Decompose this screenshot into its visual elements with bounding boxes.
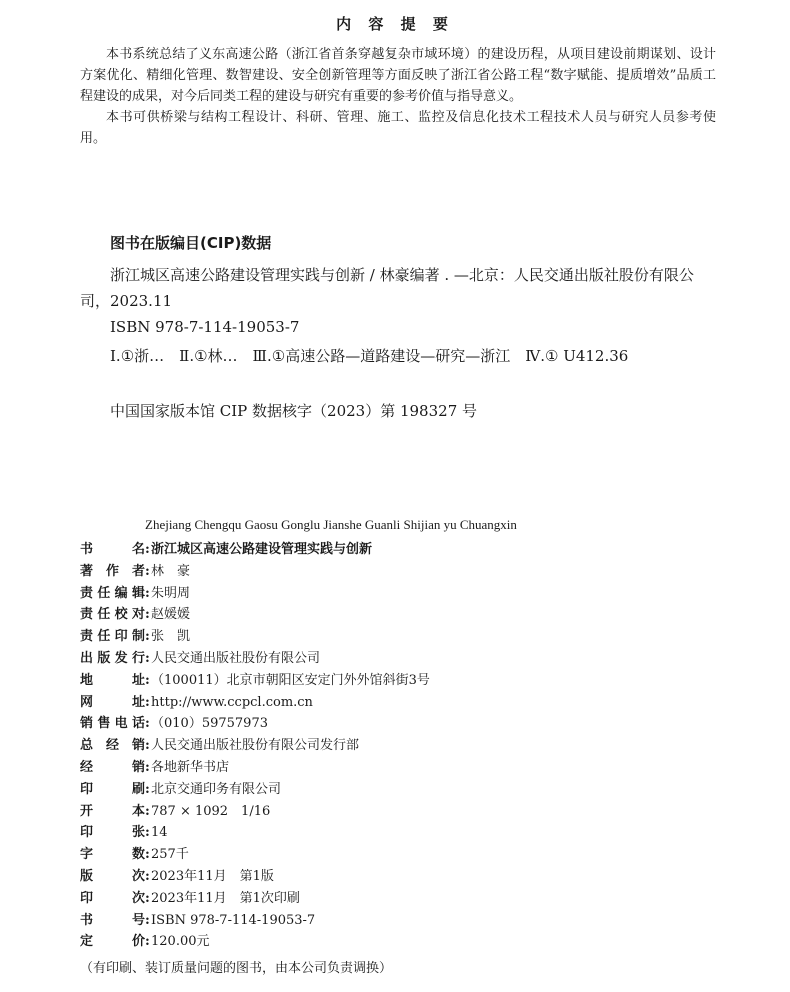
info-row-editor: 责任编辑 : 朱明周 [80, 583, 720, 605]
info-label: 开本 [80, 803, 145, 819]
info-value: http://www.ccpcl.com.cn [151, 694, 313, 710]
info-value: 张 凯 [151, 629, 191, 645]
summary-paragraph: 本书可供桥梁与结构工程设计、科研、管理、施工、监控及信息化技术工程技术人员与研究人员参考使用。 [80, 110, 716, 146]
info-label: 书号 [80, 912, 145, 928]
info-value: 787 × 1092 1/16 [151, 803, 271, 819]
info-row-printing: 印次 : 2023年11月 第1次印刷 [80, 888, 720, 910]
info-value: 赵媛媛 [151, 607, 191, 623]
info-row-distributor: 总经销 : 人民交通出版社股份有限公司发行部 [80, 735, 720, 757]
info-row-book-title: 书名 : 浙江城区高速公路建设管理实践与创新 [80, 539, 720, 561]
info-label: 定价 [80, 934, 145, 950]
info-value: （010）59757973 [151, 716, 268, 732]
info-row-printer: 印刷 : 北京交通印务有限公司 [80, 779, 720, 801]
info-label: 销售电话 [80, 716, 145, 732]
info-label: 经销 [80, 759, 145, 775]
content-summary [80, 44, 716, 149]
info-value: 14 [151, 825, 168, 841]
info-row-website: 网址 : http://www.ccpcl.com.cn [80, 692, 720, 714]
info-label: 版次 [80, 868, 145, 884]
info-row-sales-phone: 销售电话 : （010）59757973 [80, 713, 720, 735]
info-label: 书名 [80, 542, 145, 557]
cip-isbn-line: ISBN 978-7-114-19053-7 [110, 318, 300, 336]
info-row-word-count: 字数 : 257千 [80, 844, 720, 866]
info-value: （100011）北京市朝阳区安定门外外馆斜街3号 [151, 672, 430, 688]
info-row-proofreader: 责任校对 : 赵媛媛 [80, 604, 720, 626]
info-value: 2023年11月 第1次印刷 [151, 890, 300, 906]
cip-verification [80, 398, 720, 424]
info-row-price: 定价 : 120.00元 [80, 931, 720, 953]
info-value: 北京交通印务有限公司 [151, 781, 282, 797]
cip-record [80, 262, 720, 340]
cip-heading: 图书在版编目(CIP)数据 [110, 234, 272, 252]
info-row-retailer: 经销 : 各地新华书店 [80, 757, 720, 779]
info-row-format: 开本 : 787 × 1092 1/16 [80, 801, 720, 823]
info-label: 总经销 [80, 738, 145, 754]
info-value: 人民交通出版社股份有限公司 [151, 650, 321, 666]
info-value: 2023年11月 第1版 [151, 868, 274, 884]
info-label: 字数 [80, 847, 145, 863]
page-title: 内 容 提 要 [336, 15, 454, 33]
info-value: 浙江城区高速公路建设管理实践与创新 [151, 542, 373, 557]
cip-title-line: 浙江城区高速公路建设管理实践与创新 / 林豪编著 . —北京：人民交通出版社股份有限公司，2023.11 [80, 266, 694, 310]
info-value: 各地新华书店 [151, 759, 230, 775]
info-label: 印次 [80, 890, 145, 906]
summary-paragraph: 本书系统总结了义东高速公路（浙江省首条穿越复杂市域环境）的建设历程，从项目建设前期谋划、设计方案优化、精细化管理、数智建设、安全创新管理等方面反映了浙江省公路工程“数字赋能、提质增效”品质工程建设的成果，对今后同类工程的建设与研究有重要的参考价值与指导意义。 [80, 47, 716, 104]
info-label: 责任印制 [80, 629, 145, 645]
info-row-address: 地址 : （100011）北京市朝阳区安定门外外馆斜街3号 [80, 670, 720, 692]
info-row-publisher: 出版发行 : 人民交通出版社股份有限公司 [80, 648, 720, 670]
info-value: 朱明周 [151, 585, 191, 601]
info-row-sheets: 印张 : 14 [80, 822, 720, 844]
publication-info [80, 539, 720, 953]
quality-notice: （有印刷、装订质量问题的图书，由本公司负责调换） [80, 961, 393, 976]
info-row-printing-supervisor: 责任印制 : 张 凯 [80, 626, 720, 648]
info-row-author: 著作者 : 林 豪 [80, 561, 720, 583]
info-label: 印张 [80, 825, 145, 841]
info-value: 人民交通出版社股份有限公司发行部 [151, 738, 360, 754]
info-value: 120.00元 [151, 934, 210, 950]
info-value: 林 豪 [151, 563, 191, 579]
info-value: 257千 [151, 847, 189, 863]
cip-classification [80, 343, 720, 369]
info-value: ISBN 978-7-114-19053-7 [151, 912, 316, 928]
cip-verification-line: 中国国家版本馆 CIP 数据核字（2023）第 198327 号 [110, 402, 478, 420]
info-label: 责任校对 [80, 607, 145, 623]
info-row-edition: 版次 : 2023年11月 第1版 [80, 866, 720, 888]
info-label: 著作者 [80, 563, 145, 579]
cip-classification-line: Ⅰ.①浙… Ⅱ.①林… Ⅲ.①高速公路—道路建设—研究—浙江 Ⅳ.① U412.36 [110, 347, 629, 365]
info-label: 责任编辑 [80, 585, 145, 601]
info-label: 地址 [80, 672, 145, 688]
pinyin-title: Zhejiang Chengqu Gaosu Gonglu Jianshe Guanli Shijian yu Chuangxin [145, 517, 517, 532]
info-label: 网址 [80, 694, 145, 710]
info-row-isbn: 书号 : ISBN 978-7-114-19053-7 [80, 910, 720, 932]
info-label: 出版发行 [80, 650, 145, 666]
info-label: 印刷 [80, 781, 145, 797]
